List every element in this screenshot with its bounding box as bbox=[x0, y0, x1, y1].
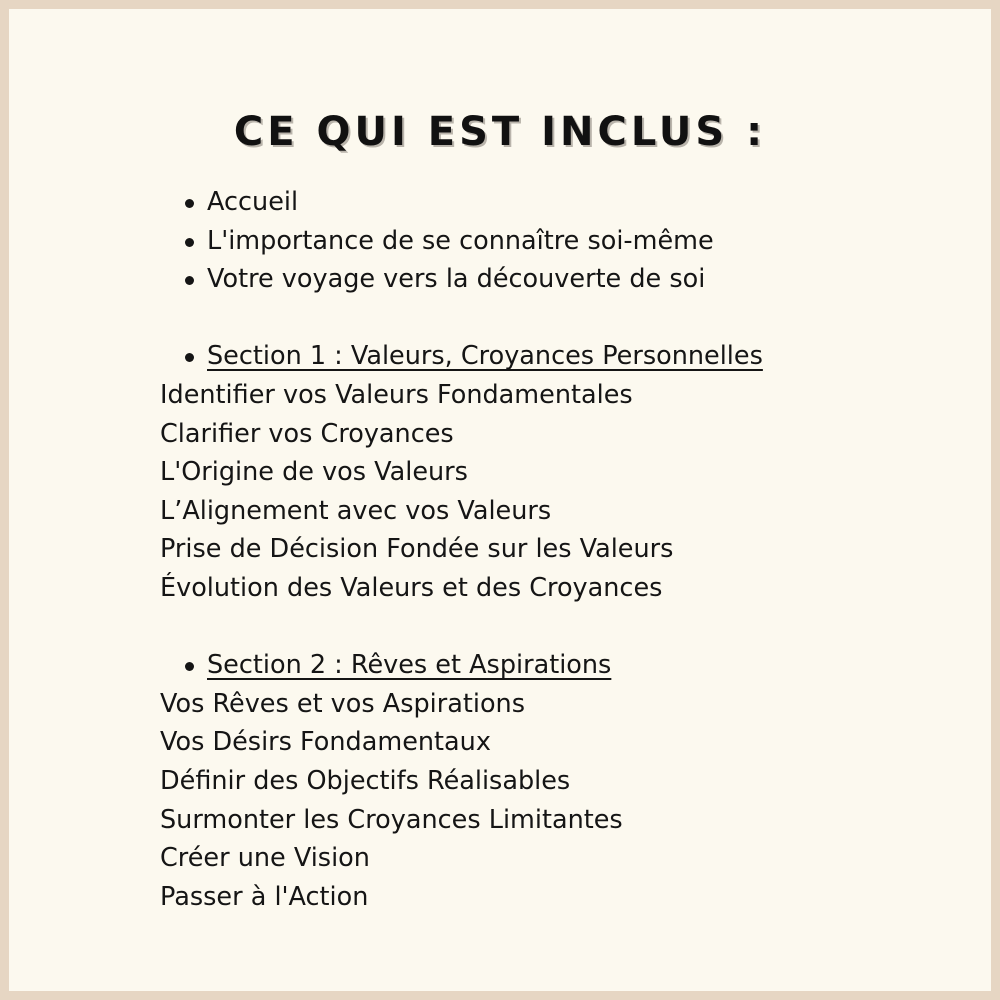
section-1-item: Prise de Décision Fondée sur les Valeurs bbox=[160, 534, 674, 565]
section-2-item: Passer à l'Action bbox=[160, 881, 369, 912]
section-2-heading-text: Section 2 : Rêves et Aspirations bbox=[207, 650, 612, 681]
intro-item: Votre voyage vers la découverte de soi bbox=[160, 260, 960, 299]
section-1-heading-text: Section 1 : Valeurs, Croyances Personnelles bbox=[207, 341, 763, 372]
section-1-item: Clarifier vos Croyances bbox=[160, 418, 454, 449]
section-1-item: Évolution des Valeurs et des Croyances bbox=[160, 572, 663, 603]
section-1-item: L'Origine de vos Valeurs bbox=[160, 457, 468, 488]
section-2-item: Définir des Objectifs Réalisables bbox=[160, 765, 571, 796]
section-1-item: L’Alignement avec vos Valeurs bbox=[160, 495, 552, 526]
section-2-item: Créer une Vision bbox=[160, 843, 370, 874]
section-2-item: Vos Rêves et vos Aspirations bbox=[160, 688, 526, 719]
section-1-heading bbox=[160, 337, 960, 376]
intro-item: L'importance de se connaître soi-même bbox=[160, 222, 960, 261]
intro-item: Accueil bbox=[160, 183, 960, 222]
section-2-item: Surmonter les Croyances Limitantes bbox=[160, 804, 623, 835]
section-2-heading bbox=[160, 646, 960, 685]
spacer bbox=[160, 299, 960, 338]
section-2-item: Vos Désirs Fondamentaux bbox=[160, 727, 491, 758]
spacer bbox=[160, 608, 960, 647]
content-list bbox=[160, 183, 960, 916]
page-title: CE QUI EST INCLUS : bbox=[233, 109, 767, 155]
section-1-item: Identifier vos Valeurs Fondamentales bbox=[160, 379, 633, 410]
